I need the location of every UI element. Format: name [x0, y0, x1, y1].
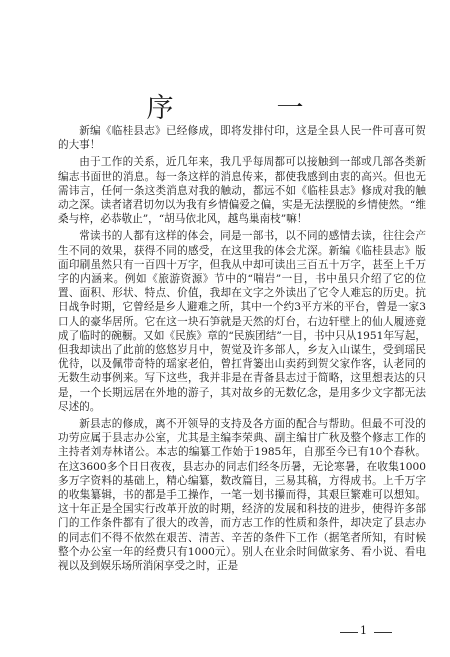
preface-body — [58, 124, 426, 576]
page-number-left-rule — [340, 632, 358, 633]
paragraph-4: 新县志的修成，离不开领导的支持及各方面的配合与帮助。但最不可没的功劳应属于县志办公室，尤其是主编李荣典、副主编甘广秋及整个修志工作的主持者刘寿林诸公。本志的编纂工作始于1985年，自那至今已有10个春秋。在这3600多个日日夜夜，县志办的同志们经冬历暑，无论寒暑，在收集1000多万字资料的基础上，精心编纂，数改篇目，三易其稿，方得成书。上千万字的收集纂辑，书的都是手工操作，一笔一划书攥而得，其艰巨繁难可以想知。这十年正是全国实行改革开放的时期，经济的发展和科技的进步，使得许多部门的工作条件都有了很大的改善，而方志工作的性质和条件，却决定了县志办的同志们不得不依然在艰苦、清苦、辛苦的条件下工作（据笔者所知，有时候整个办公室一年的经费只有1000元）。别人在业余时间做家务、看小说、看电视以及到娱乐场所消闲享受之时，正是 — [58, 418, 426, 573]
paragraph-3: 常读书的人都有这样的体会，同是一部书，以不同的感情去读，往往会产生不同的效果，获得不同的感受，在这里我的体会尤深。新编《临桂县志》版面印刷虽然只有一百四十万字，但我从中却可读出三百五十万字，甚至上千万字的内涵来。例如《旅游资源》节中的“喘岩”一目，书中虽只介绍了它的位置、面积、形状、特点、价值，我却在文字之外读出了它令人难忘的历史。抗日战争时期，它曾经是乡人避难之所，其中一个约3平方米的平台，曾是一家3口人的豪华居所。它在这一块石笋就是天然的灯台，右边轩壁上的仙人履迹竟成了临时的碗橱。又如《民族》章的“民族团结”一目，书中只从1951年写起，但我却读出了此前的悠悠岁月中，贺觉及许多部人，乡友入山谋生，受到瑶民优待，以及佩带奇特的瑶家老伯，曾扛背篓出山卖药到贺父家作客，认老同的无数生动事例来。写下这些，我并非是在青备县志过于简略，这里想表达的只是，一个长期远居在外地的游子，其对故乡的无数亿念，是用多少文字都无法尽述的。 — [58, 230, 426, 413]
paragraph-2: 由于工作的关系，近几年来，我几乎每周都可以接触到一部或几部各类新编志书面世的消息。每一条这样的消息传来，都使我感到由衷的高兴。但也无需讳言，任何一条这类消息对我的触动，都远不如《临桂县志》修成对我的触动之深。读者诸君切勿以为我有乡情偏爱之偏，实是无法摆脱的乡情使然。“维桑与梓，必恭敬止”，“胡马依北风，越鸟巢南枝”嘛！ — [58, 156, 426, 226]
preface-title: 序 一 — [146, 93, 342, 124]
paragraph-1: 新编《临桂县志》已经修成，即将发排付印，这是全县人民一件可喜可贺的大事！ — [58, 125, 426, 152]
page-number-right-rule — [374, 632, 392, 633]
page-number: 1 — [360, 624, 367, 637]
